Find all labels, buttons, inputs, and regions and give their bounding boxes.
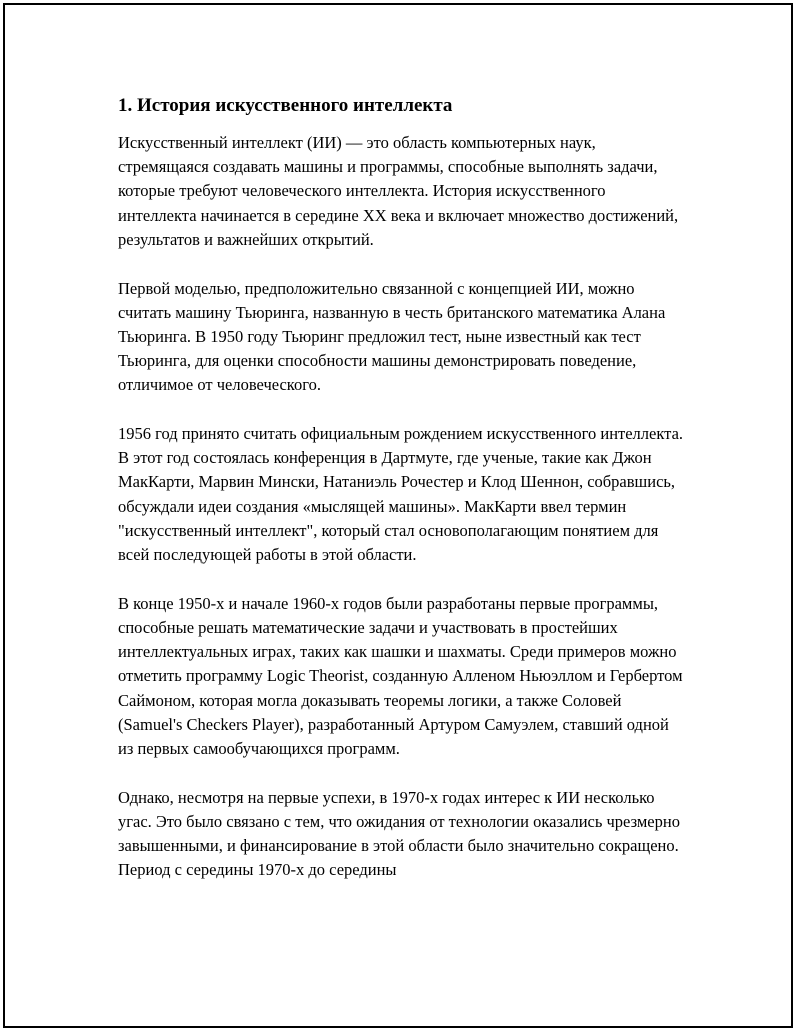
paragraph-dartmouth: 1956 год принято считать официальным рождением искусственного интеллекта. В этот год состоялась конференция в Дартмуте, где ученые, такие как Джон МакКарти, Марвин Мински, Натаниэль Рочестер и Клод Шеннон, собравшись, обсуждали идеи создания «мыслящей машины». МакКарти ввел термин "искусственный интеллект", который стал основополагающим понятием для всей последующей работы в этой области. [118,424,684,565]
paragraph-turing: Первой моделью, предположительно связанной с концепцией ИИ, можно считать машину Тьюринга, названную в честь британского математика Алана Тьюринга. В 1950 году Тьюринг предложил тест, ныне известный как тест Тьюринга, для оценки способности машины демонстрировать поведение, отличимое от человеческого. [118,278,666,395]
paragraph-early-programs: В конце 1950-х и начале 1960-х годов были разработаны первые программы, способные решать математические задачи и участвовать в простейших интеллектуальных играх, таких как шашки и шахматы. Среди примеров можно отметить программу Logic Theorist, созданную Алленом Ньюэллом и Гербертом Саймоном, которая могла доказывать теоремы логики, а также Соловей (Samuel's Checkers Player), разработанный Артуром Самуэлем, ставший одной из первых самообучающихся программ. [118,593,683,758]
paragraph-ai-winter: Однако, несмотря на первые успехи, в 1970-х годах интерес к ИИ несколько угас. Это было связано с тем, что ожидания от технологии оказались чрезмерно завышенными, и финансирование в этой области было значительно сокращено. Период с середины 1970-х до середины [118,787,680,880]
document-body [118,93,688,907]
paragraph-intro: Искусственный интеллект (ИИ) — это область компьютерных наук, стремящаяся создавать машины и программы, способные выполнять задачи, которые требуют человеческого интеллекта. История искусственного интеллекта начинается в середине XX века и включает множество достижений, результатов и важнейших открытий. [118,133,679,249]
section-heading: 1. История искусственного интеллекта [118,95,453,116]
